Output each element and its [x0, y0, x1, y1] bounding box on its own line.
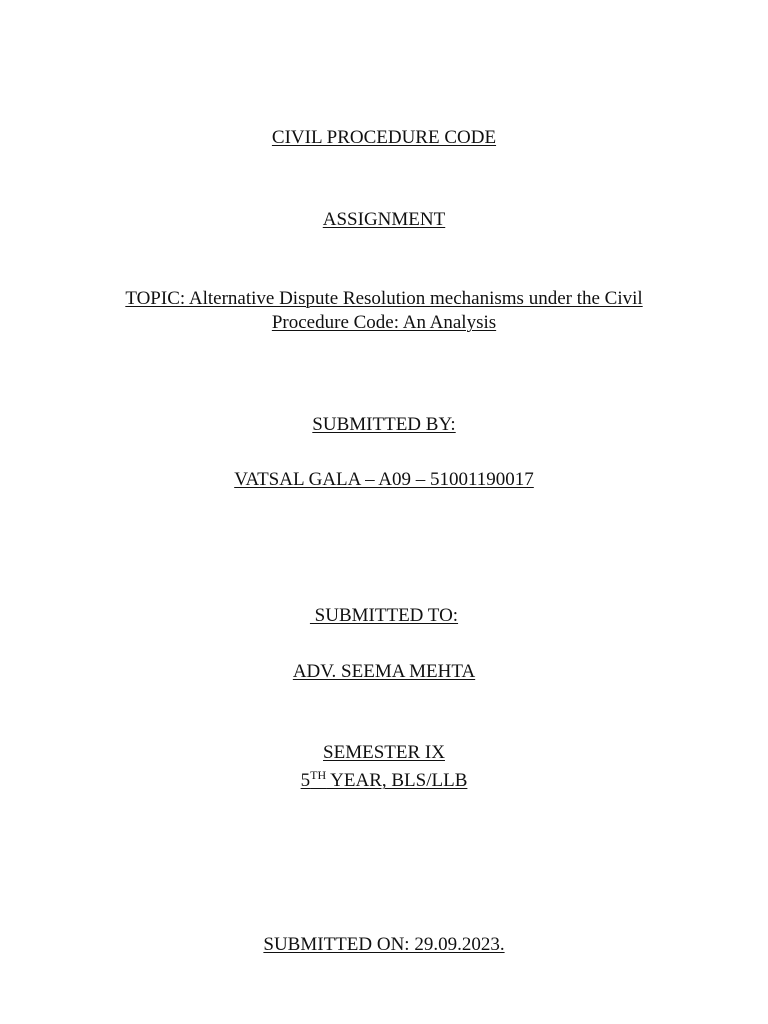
subject-title: CIVIL PROCEDURE CODE — [271, 127, 497, 148]
student-details: VATSAL GALA – A09 – 51001190017 — [234, 469, 534, 490]
year-course: YEAR, BLS/LLB — [326, 770, 468, 791]
submitted-to-label: SUBMITTED TO: — [309, 605, 459, 626]
submitted-on-date: SUBMITTED ON: 29.09.2023. — [263, 934, 505, 955]
submitted-by-line — [0, 413, 768, 437]
subject-line — [0, 126, 768, 150]
semester-line — [0, 741, 768, 765]
semester-text: SEMESTER IX — [323, 742, 445, 763]
submitted-by-label: SUBMITTED BY: — [312, 414, 456, 435]
topic-line-2 — [0, 311, 768, 335]
topic-text-2: Procedure Code: An Analysis — [271, 312, 497, 333]
submitted-on-line — [0, 933, 768, 957]
year-line — [0, 769, 768, 793]
document-type: ASSIGNMENT — [322, 209, 446, 230]
faculty-name: ADV. SEEMA MEHTA — [292, 661, 476, 682]
year-text — [301, 770, 468, 791]
student-line — [0, 468, 768, 492]
year-number: 5 — [300, 770, 311, 791]
doc-type-line — [0, 208, 768, 232]
year-suffix: TH — [310, 768, 327, 782]
faculty-line — [0, 660, 768, 684]
submitted-to-line — [0, 604, 768, 628]
topic-text-1: TOPIC: Alternative Dispute Resolution mechanisms under the Civil — [125, 288, 643, 309]
topic-line-1 — [0, 287, 768, 311]
